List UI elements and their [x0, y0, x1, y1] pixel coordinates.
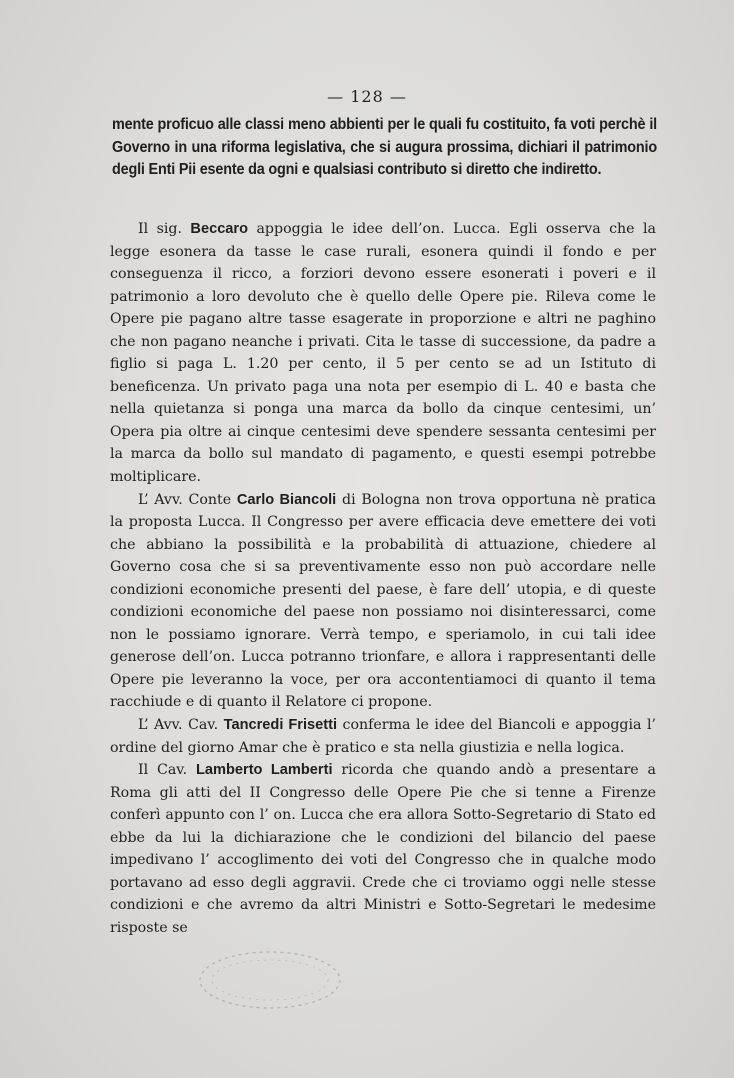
paragraph-lamberti [110, 759, 656, 939]
speaker-name: Carlo Biancoli [236, 491, 337, 508]
paragraph-frisetti [110, 714, 656, 759]
paragraph-prefix: L’ Avv. Conte [138, 491, 237, 508]
speaker-name: Beccaro [190, 221, 249, 237]
speaker-name: Tancredi Frisetti [223, 717, 338, 734]
body-text [110, 218, 656, 940]
paragraph-text: di Bologna non trova opportuna nè pratica la proposta Lucca. Il Congresso per avere efficacia deve emettere dei voti che abbiano la possibilità e la probabilità di attuazione, chiedere al Governo cosa che si sa preventivamente esso non può accordare nelle condizioni economiche presenti del paese, è fare dell’ utopia, e di queste condizioni economiche del paese non possiamo noi disinteressarci, come non le possiamo ignorare. Verrà tempo, e speriamolo, in cui tali idee generose dell’on. Lucca potranno trionfare, e allora i rappresentanti delle Opere pie leveranno la voce, per ora accontentiamoci di quanto il tema racchiude e di quanto il Relatore ci propone. [110, 491, 657, 711]
library-stamp [190, 945, 350, 1015]
paragraph-prefix: Il Cav. [138, 762, 196, 779]
speaker-name: Lamberto Lamberti [195, 762, 333, 779]
paragraph-text: appoggia le idee dell’on. Lucca. Egli osserva che la legge esonera da tasse le case rurali, esonera quindi il fondo e per conseguenza il ricco, a forziori devono essere esonerati i poveri e il patrimonio a loro devoluto che è quello delle Opere pie. Rileva come le Opere pie pagano altre tasse esagerate in proporzione e altri ne paghino che non pagano neanche i privati. Cita le tasse di successione, da padre a figlio si paga L. 1.20 per cento, il 5 per cento se ad un Istituto di beneficenza. Un privato paga una nota per esempio di L. 40 e basta che nella quietanza si ponga una marca da bollo da cinque centesimi, un’ Opera pia oltre ai cinque centesimi deve spendere sessanta centesimi per la marca da bollo sul mandato di pagamento, e questi esempi potrebbe moltiplicare. [110, 221, 656, 486]
paragraph-biancoli [110, 489, 656, 714]
page-number: — 128 — [327, 87, 407, 106]
paragraph-text: ricorda che quando andò a presentare a Roma gli atti del II Congresso delle Opere Pie che si tenne a Firenze conferì appunto con l’ on. Lucca che era allora Sotto-Segretario di Stato ed ebbe da lui la dichiarazione che le condizioni del bilancio del paese impedivano l’ accoglimento dei voti del Congresso che in qualche modo portavano ad esso degli aggravii. Crede che ci troviamo oggi nelle stesse condizioni e che avremo da altri Ministri e Sotto-Segretari le medesime risposte se [110, 762, 656, 936]
paragraph-prefix: Il sig. [138, 221, 191, 237]
paragraph-prefix: L’ Avv. Cav. [138, 717, 224, 734]
paragraph-beccaro [110, 218, 656, 489]
paragraph-text: conferma le idee del Biancoli e appoggia l’ ordine del giorno Amar che è pratico e sta nella giustizia e nella logica. [110, 717, 657, 756]
resolution-text: mente proficuo alle classi meno abbienti per le quali fu costituito, fa voti perchè il Governo in una riforma legislativa, che si augura prossima, dichiari il patrimonio degli Enti Pii esente da ogni e qualsiasi contributo si diretto che indiretto. [112, 116, 657, 178]
